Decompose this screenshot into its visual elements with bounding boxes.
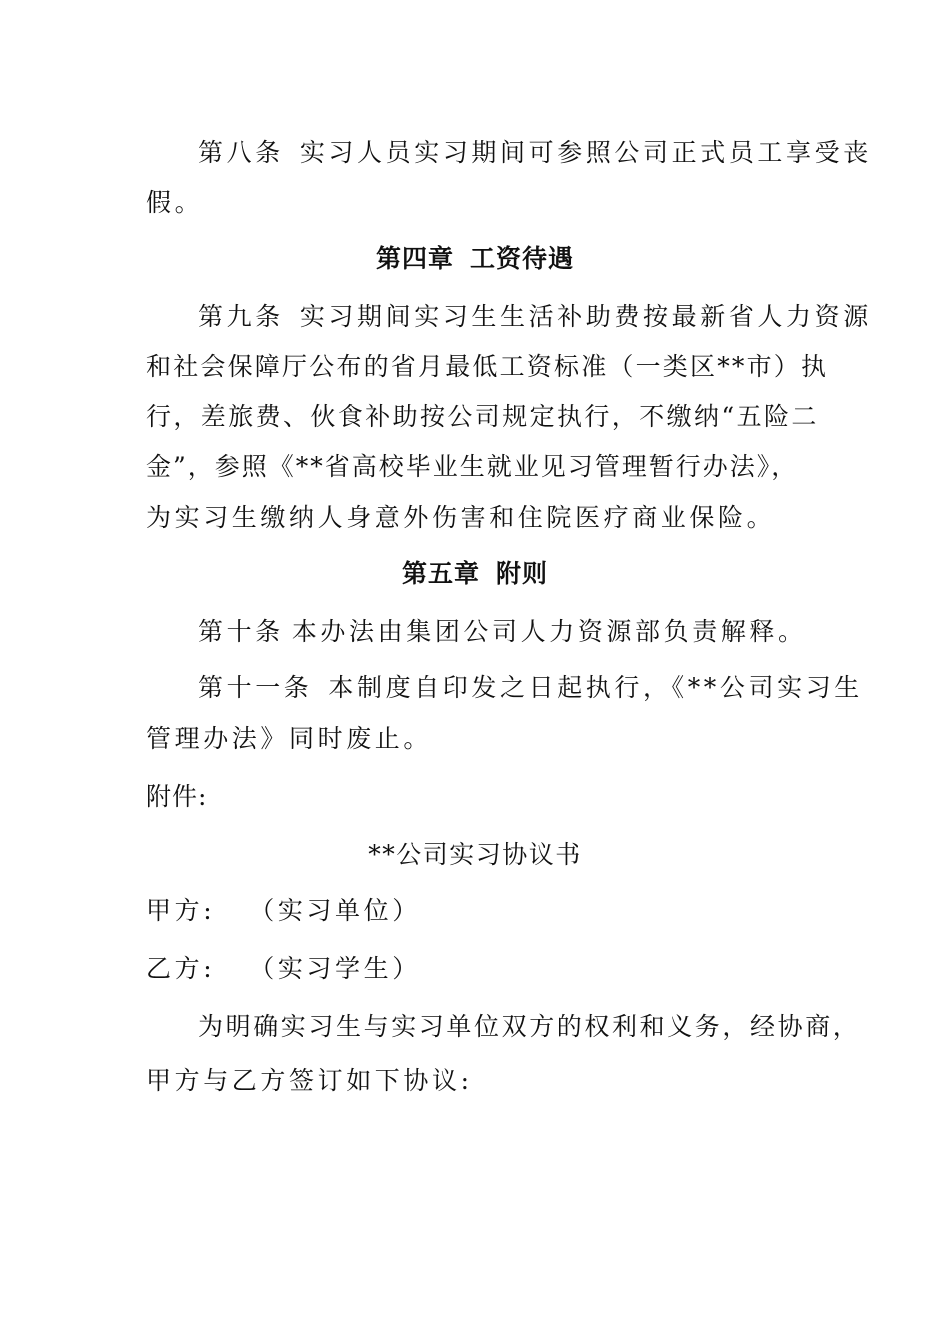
party-a-line <box>146 896 826 926</box>
article-8-text-1: 实习人员实习期间可参照公司正式员工享受丧 <box>299 138 872 167</box>
article-10-text: 本办法由集团公司人力资源部负责解释。 <box>291 617 807 646</box>
article-9-label: 第九条 <box>198 302 284 331</box>
party-b-line <box>146 954 826 984</box>
agreement-title: **公司实习协议书 <box>368 840 582 869</box>
party-a-value: （实习单位） <box>249 896 421 925</box>
article-9-line-5: 为实习生缴纳人身意外伤害和住院医疗商业保险。 <box>146 503 776 532</box>
chapter-4-label: 第四章 <box>375 244 454 273</box>
article-8-label: 第八条 <box>198 138 284 167</box>
chapter-4-heading <box>0 244 950 274</box>
chapter-4-title: 工资待遇 <box>470 244 575 273</box>
article-9-line-4: 金”，参照《**省高校毕业生就业见习管理暂行办法》， <box>146 452 799 481</box>
chapter-5-heading <box>0 559 950 589</box>
article-10-line <box>198 617 828 647</box>
article-9-line-1 <box>198 302 872 332</box>
party-a-label: 甲方: <box>146 896 216 925</box>
chapter-5-title: 附则 <box>496 559 549 588</box>
article-11-label: 第十一条 <box>198 673 313 702</box>
article-10-label: 第十条 <box>198 617 284 646</box>
agreement-intro-line-1: 为明确实习生与实习单位双方的权利和义务，经协商， <box>198 1012 861 1041</box>
article-8-line-1 <box>198 138 872 168</box>
article-9-text-1: 实习期间实习生生活补助费按最新省人力资源 <box>299 302 872 331</box>
party-b-label: 乙方: <box>146 954 216 983</box>
attachment-label: 附件: <box>146 782 208 811</box>
article-9-line-2: 和社会保障厅公布的省月最低工资标准（一类区**市）执 <box>146 352 829 381</box>
article-9-line-3: 行，差旅费、伙食补助按公司规定执行，不缴纳“五险二 <box>146 402 819 431</box>
article-11-line-1 <box>198 673 863 703</box>
article-11-text-1: 本制度自印发之日起执行，《**公司实习生 <box>328 673 863 702</box>
party-b-value: （实习学生） <box>249 954 421 983</box>
article-8-line-2: 假。 <box>146 188 204 217</box>
article-11-line-2: 管理办法》同时废止。 <box>146 724 433 753</box>
chapter-5-label: 第五章 <box>401 559 480 588</box>
agreement-intro-line-2: 甲方与乙方签订如下协议: <box>146 1066 473 1095</box>
